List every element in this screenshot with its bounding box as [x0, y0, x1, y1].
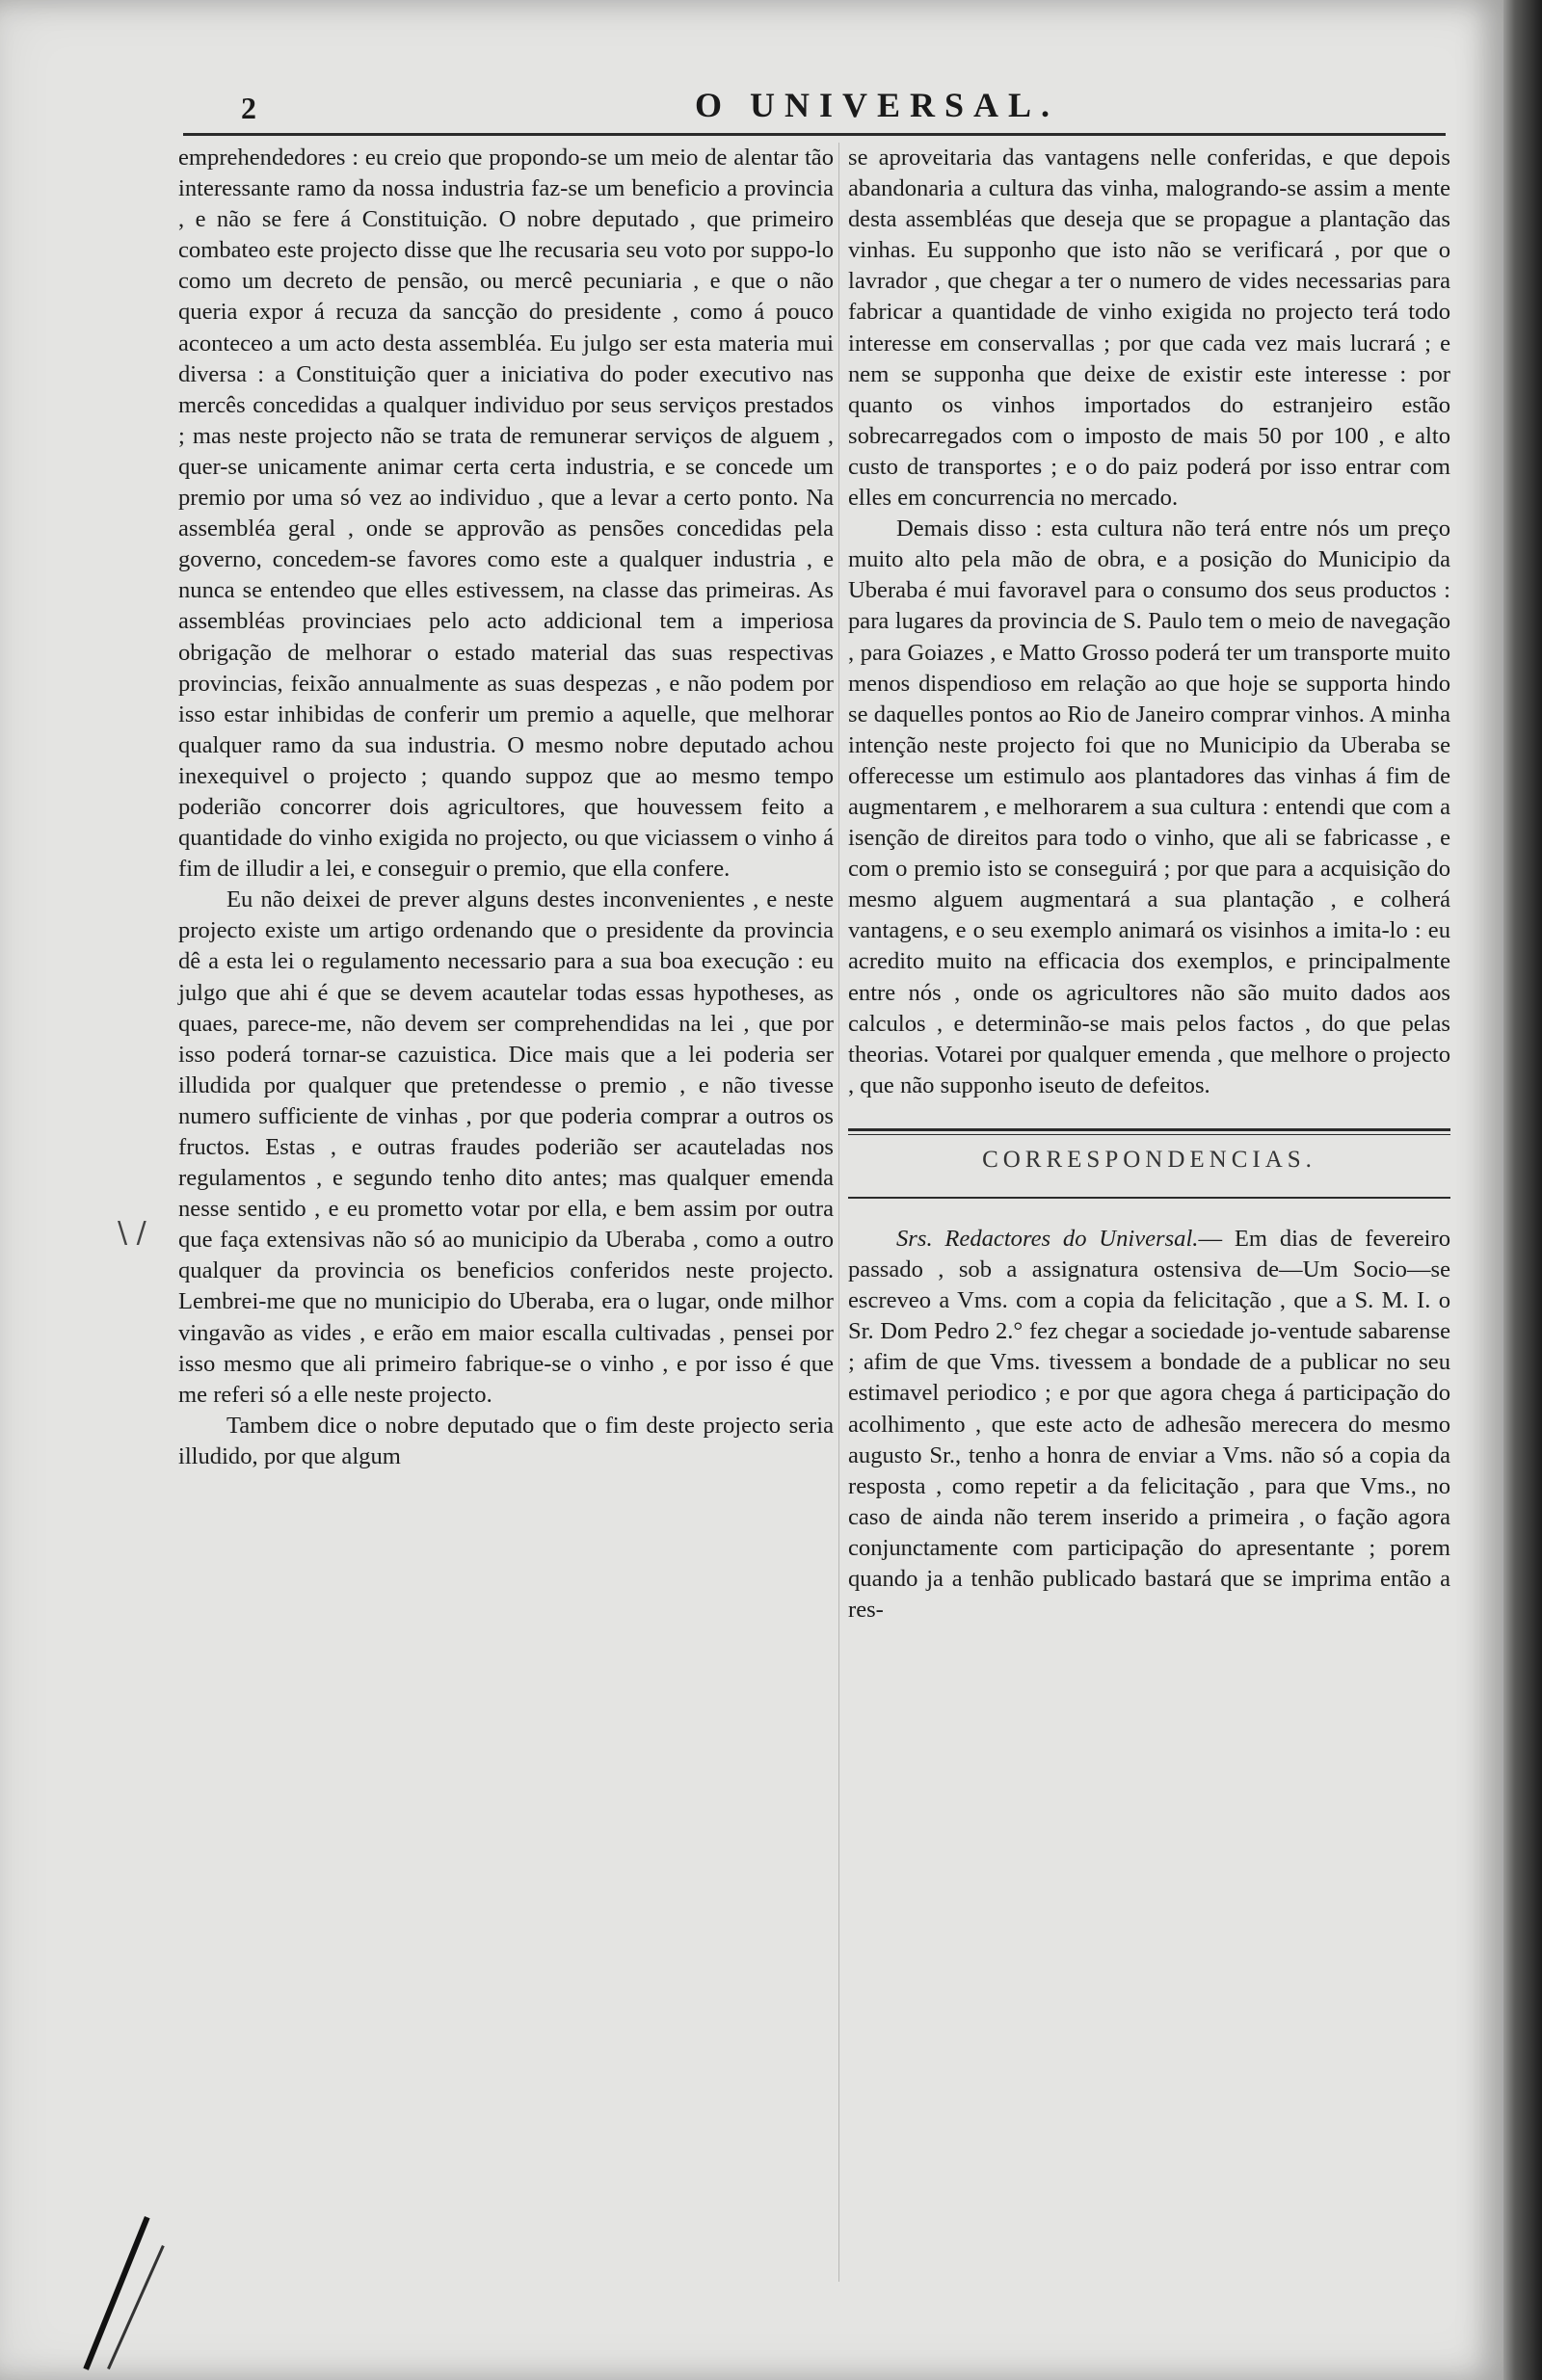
page-number: 2 — [241, 91, 256, 125]
letter-body: — Em dias de fevereiro passado , sob a assignatura ostensiva de—Um Socio—se escreveo a Vms. com a copia da felicitação , que a S. M. I. o Sr. Dom Pedro 2.° fez chegar a sociedade jo-ventude sabarense ; afim de que Vms. tivessem a bondade de a publicar no seu estimavel periodico ; e por que agora chega á participação do acolhimento , que este acto de adhesão merecera do mesmo augusto Sr., tenho a honra de enviar a Vms. não só a copia da resposta , como repetir a da felicitação , para que Vms., no caso de ainda não terem inserido a primeira , o fação agora conjunctamente com participação do apresentante ; porem quando ja a tenhão publicado bastará que se imprima então a res- — [848, 1226, 1450, 1624]
right-column — [848, 143, 1450, 1626]
page-edge-shadow — [1503, 0, 1542, 2380]
section-title-correspondencias: CORRESPONDENCIAS. — [982, 1146, 1316, 1173]
right-paragraph-1: se aproveitaria das vantagens nelle conferidas, e que depois abandonaria a cultura das vinha, malogrando-se assim a mente desta assembléas que deseja que se propague a plantação das vinhas. Eu supponho que isto não se verificará , por que o lavrador , que chegar a ter o numero de vides necessarias para fabricar a quantidade de vinho exigida no projecto terá todo interesse em conservallas ; por que cada vez mais lucrará ; e nem se supponha que deixe de existir este interesse : por quanto os vinhos importados do estranjeiro estão sobrecarregados com o imposto de mais 50 por 100 , e alto custo de transportes ; e o do paiz poderá por isso entrar com elles em concurrencia no mercado. — [848, 145, 1450, 512]
letter-paragraph — [848, 1224, 1450, 1626]
left-paragraph-1: emprehendedores : eu creio que propondo-se um meio de alentar tão interessante ramo da nossa industria faz-se um beneficio a provincia , e não se fere á Constituição. O nobre deputado , que primeiro combateo este projecto disse que lhe recusaria seu voto por suppo-lo como um decreto de pensão, ou mercê pecuniaria , e que o não queria expor á recuza da sancção do presidente , como á pouco aconteceo a um acto desta assembléa. Eu julgo ser esta materia mui diversa : a Constituição quer a iniciativa do poder executivo nas mercês concedidas a qualquer individuo por seus serviços prestados ; mas neste projecto não se trata de remunerar serviços de alguem , quer-se unicamente animar certa certa industria, e se concede um premio por uma só vez ao individuo , que a levar a certo ponto. Na assembléa geral , onde se approvão as pensões concedidas pela governo, concedem-se favores como este a qualquer industria , e nunca se entendeo que elles estivessem, na classe das primeiras. As assembléas provinciaes pelo acto addicional tem a imperiosa obrigação de melhorar o estado material das suas respectivas provincias, feixão annualmente as suas despezas , e não podem por isso estar inhibidas de conferir um premio a aquelle, que melhorar qualquer ramo da sua industria. O mesmo nobre deputado achou inexequivel o projecto ; quando suppoz que ao mesmo tempo poderião concorrer dois agricultores, que houvessem feito a quantidade do vinho exigida no projecto, ou que viciassem o vinho á fim de illudir a lei, e conseguir o premio, que ella confere. — [178, 145, 834, 883]
right-paragraph-2: Demais disso : esta cultura não terá entre nós um preço muito alto pela mão de obra, e a posição do Municipio da Uberaba é mui favoravel para o consumo dos seus productos : para lugares da provincia de S. Paulo tem o meio de navegação , para Goiazes , e Matto Grosso poderá ter um transporte muito menos dispendioso em relação ao que hoje se supporta hindo se daquelles pontos ao Rio de Janeiro comprar vinhos. A minha intenção neste projecto foi que no Municipio da Uberaba se offerecesse um estimulo aos plantadores das vinhas á fim de augmentarem , e melhorarem a sua cultura : entendi que com a isenção de direitos para todo o vinho, que ali se fabricasse , e com o premio isto se conseguirá ; por que para a acquisição do mesmo alguem augmentará a sua plantação , e colherá vantagens, e o seu exemplo animará os visinhos a imita-lo : eu acredito muito na efficacia dos exemplos, e principalmente entre nós , onde os agricultores não são muito dados aos calculos , e determinão-se mais pelos factos , do que pelas theorias. Votarei por qualquer emenda , que melhore o projecto , que não supponho iseuto de defeitos. — [848, 516, 1450, 1098]
page-header — [183, 77, 1446, 131]
header-rule — [183, 133, 1446, 136]
letter-address: Srs. Redactores do Universal. — [896, 1226, 1199, 1252]
section-rule-bottom — [848, 1197, 1450, 1199]
left-paragraph-2: Eu não deixei de prever alguns destes inconvenientes , e neste projecto existe um artigo ordenando que o presidente da provincia dê a esta lei o regulamento necessario para a sua boa execução : eu julgo que ahi é que se devem acautelar todas essas hypotheses, as quaes, parece-me, não devem ser comprehendidas na lei , que por isso poderá tornar-se cazuistica. Dice mais que a lei poderia ser illudida por qualquer que pretendesse o premio , e não tivesse numero sufficiente de vinhas , por que poderia comprar a outros os fructos. Estas , e outras fraudes poderião ser acauteladas nos regulamentos , e segundo tenho dito antes; mas qualquer emenda nesse sentido , e eu prometto votar por ella, e bem assim por outra que faça extensivas não só ao municipio da Uberaba , como a outro qualquer da provincia os beneficios conferidos neste projecto. Lembrei-me que no municipio do Uberaba, era o lugar, onde milhor vingavão as vides , e erão em maior escalla cultivadas , pensei por isso mesmo que ali primeiro fabrique-se o vinho , e por isso é que me referi só a elle neste projecto. — [178, 886, 834, 1408]
left-column — [178, 143, 834, 1472]
margin-mark: \ / — [118, 1216, 146, 1250]
column-separator — [838, 143, 839, 2282]
left-paragraph-3: Tambem dice o nobre deputado que o fim deste projecto seria illudido, por que algum — [178, 1412, 834, 1469]
masthead-title: O UNIVERSAL. — [694, 86, 1060, 124]
section-rule-top — [848, 1128, 1450, 1135]
